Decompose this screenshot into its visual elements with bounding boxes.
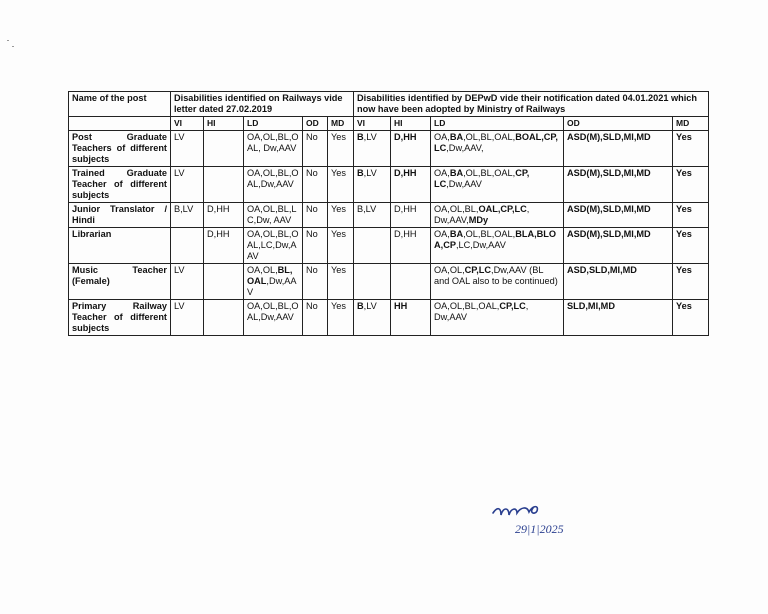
subheader-cell: VI (354, 117, 391, 131)
subheader-cell: HI (204, 117, 244, 131)
post-name: Post Graduate Teachers of different subjects (69, 131, 171, 167)
depwd-ld (431, 167, 564, 203)
cell-text-part: D,HH (394, 204, 417, 214)
post-name: Music Teacher (Female) (69, 264, 171, 300)
header-depwd: Disabilities identified by DEPwD vide their notification dated 04.01.2021 which now have been adopted by Ministry of Railways (354, 92, 709, 117)
depwd-od: ASD,SLD,MI,MD (564, 264, 673, 300)
subheader-cell: LD (431, 117, 564, 131)
cell-text-part: OA, (434, 132, 450, 142)
depwd-ld (431, 228, 564, 264)
depwd-md: Yes (673, 300, 709, 336)
cell-text-part: D,HH (394, 168, 417, 178)
depwd-od: ASD(M),SLD,MI,MD (564, 131, 673, 167)
depwd-vi (354, 228, 391, 264)
cell-text-part: ,Dw,AAV (446, 179, 482, 189)
post-name: Librarian (69, 228, 171, 264)
depwd-vi (354, 203, 391, 228)
cell-text-part: OA, (434, 168, 450, 178)
cell-text-part: D,HH (394, 229, 417, 239)
railways-vi: B,LV (171, 203, 204, 228)
scan-speck (12, 46, 14, 47)
cell-text-part: , Dw,AAV, (434, 204, 530, 225)
railways-md: Yes (328, 131, 354, 167)
post-name: Trained Graduate Teacher of different subjects (69, 167, 171, 203)
depwd-md: Yes (673, 264, 709, 300)
cell-text-part: CP,LC (464, 265, 492, 275)
header-railways: Disabilities identified on Railways vide letter dated 27.02.2019 (171, 92, 354, 117)
railways-hi (204, 131, 244, 167)
table-header-row (69, 92, 709, 117)
post-name: Primary Railway Teacher of different subjects (69, 300, 171, 336)
depwd-md: Yes (673, 203, 709, 228)
depwd-hi (391, 228, 431, 264)
cell-text-part: OA,OL,BL, (434, 204, 479, 214)
cell-text-part: ,Dw,AAV, (446, 143, 484, 153)
post-name: Junior Translator / Hindi (69, 203, 171, 228)
cell-text-part: BOAL,CP,LC (434, 132, 558, 153)
subheader-cell: MD (673, 117, 709, 131)
depwd-ld (431, 264, 564, 300)
railways-md: Yes (328, 167, 354, 203)
depwd-vi (354, 264, 391, 300)
cell-text-part: B,LV (357, 204, 377, 214)
railways-od: No (303, 228, 328, 264)
railways-vi (171, 228, 204, 264)
depwd-od: ASD(M),SLD,MI,MD (564, 203, 673, 228)
railways-ld: OA,OL,BL,OAL,LC,Dw,AAV (244, 228, 303, 264)
cell-text-part: CP, LC (434, 168, 530, 189)
cell-text-part: HH (394, 301, 408, 311)
railways-hi (204, 264, 244, 300)
railways-md: Yes (328, 203, 354, 228)
railways-ld (244, 264, 303, 300)
cell-text-part: MDy (468, 215, 489, 225)
railways-od: No (303, 131, 328, 167)
subheader-cell: OD (564, 117, 673, 131)
cell-text-part: BLA,BLOA,CP (434, 229, 557, 250)
cell-text-part: BA (449, 229, 464, 239)
railways-vi: LV (171, 264, 204, 300)
depwd-hi (391, 167, 431, 203)
subheader-cell: VI (171, 117, 204, 131)
depwd-od: SLD,MI,MD (564, 300, 673, 336)
subheader-cell: MD (328, 117, 354, 131)
depwd-od: ASD(M),SLD,MI,MD (564, 167, 673, 203)
disabilities-table (68, 91, 709, 336)
railways-hi: D,HH (204, 228, 244, 264)
cell-text-part: OA,OL, (434, 265, 465, 275)
railways-od: No (303, 167, 328, 203)
depwd-md: Yes (673, 228, 709, 264)
cell-text-part: B (357, 132, 364, 142)
table-row (69, 264, 709, 300)
depwd-vi (354, 131, 391, 167)
depwd-hi (391, 264, 431, 300)
cell-text-part: B (357, 168, 364, 178)
cell-text-part: B (357, 301, 364, 311)
depwd-vi (354, 300, 391, 336)
depwd-md: Yes (673, 131, 709, 167)
railways-ld: OA,OL,BL,LC,Dw, AAV (244, 203, 303, 228)
cell-text-part: CP,LC (499, 301, 526, 311)
subheader-cell: OD (303, 117, 328, 131)
handwritten-signature (487, 495, 587, 545)
subheader-blank (69, 117, 171, 131)
railways-vi: LV (171, 167, 204, 203)
cell-text-part: ,LV (363, 301, 377, 311)
cell-text-part: OA,OL,BL,OAL, (434, 301, 500, 311)
railways-vi: LV (171, 300, 204, 336)
depwd-hi (391, 300, 431, 336)
cell-text-part: BL,OAL (247, 265, 293, 286)
cell-text-part: ,LC,Dw,AAV (455, 240, 506, 250)
cell-text-part: ,Dw,AAV (247, 276, 297, 297)
railways-ld: OA,OL,BL,OAL, Dw,AAV (244, 131, 303, 167)
table-row (69, 203, 709, 228)
railways-vi: LV (171, 131, 204, 167)
depwd-hi (391, 131, 431, 167)
cell-text-part: , Dw,AAV (434, 301, 529, 322)
cell-text-part: D,HH (394, 132, 417, 142)
cell-text-part: OAL,CP,LC (478, 204, 527, 214)
depwd-md: Yes (673, 167, 709, 203)
scan-speck (7, 40, 9, 41)
depwd-vi (354, 167, 391, 203)
depwd-ld (431, 300, 564, 336)
subheader-cell: HI (391, 117, 431, 131)
railways-od: No (303, 264, 328, 300)
cell-text-part: BA (449, 132, 464, 142)
railways-hi: D,HH (204, 203, 244, 228)
railways-hi (204, 300, 244, 336)
table-row (69, 131, 709, 167)
railways-md: Yes (328, 228, 354, 264)
depwd-ld (431, 203, 564, 228)
railways-ld: OA,OL,BL,OAL,Dw,AAV (244, 300, 303, 336)
railways-ld: OA,OL,BL,OAL,Dw,AAV (244, 167, 303, 203)
depwd-ld (431, 131, 564, 167)
cell-text-part: ,LV (363, 132, 377, 142)
table-row (69, 228, 709, 264)
cell-text-part: ,OL,BL,OAL, (463, 132, 516, 142)
header-post: Name of the post (69, 92, 171, 117)
depwd-od: ASD(M),SLD,MI,MD (564, 228, 673, 264)
cell-text-part: ,OL,BL,OAL, (463, 168, 516, 178)
cell-text-part: OA, (434, 229, 450, 239)
cell-text-part: ,OL,BL,OAL, (463, 229, 516, 239)
cell-text-part: BA (449, 168, 464, 178)
railways-od: No (303, 203, 328, 228)
table-subheader-row (69, 117, 709, 131)
railways-md: Yes (328, 264, 354, 300)
railways-md: Yes (328, 300, 354, 336)
railways-od: No (303, 300, 328, 336)
cell-text-part: OA,OL, (247, 265, 278, 275)
table-row (69, 300, 709, 336)
signature-date: 29|1|2025 (515, 522, 564, 536)
railways-hi (204, 167, 244, 203)
depwd-hi (391, 203, 431, 228)
cell-text-part: ,Dw,AAV (BL and OAL also to be continued) (434, 265, 558, 286)
table-row (69, 167, 709, 203)
cell-text-part: ,LV (363, 168, 377, 178)
subheader-cell: LD (244, 117, 303, 131)
